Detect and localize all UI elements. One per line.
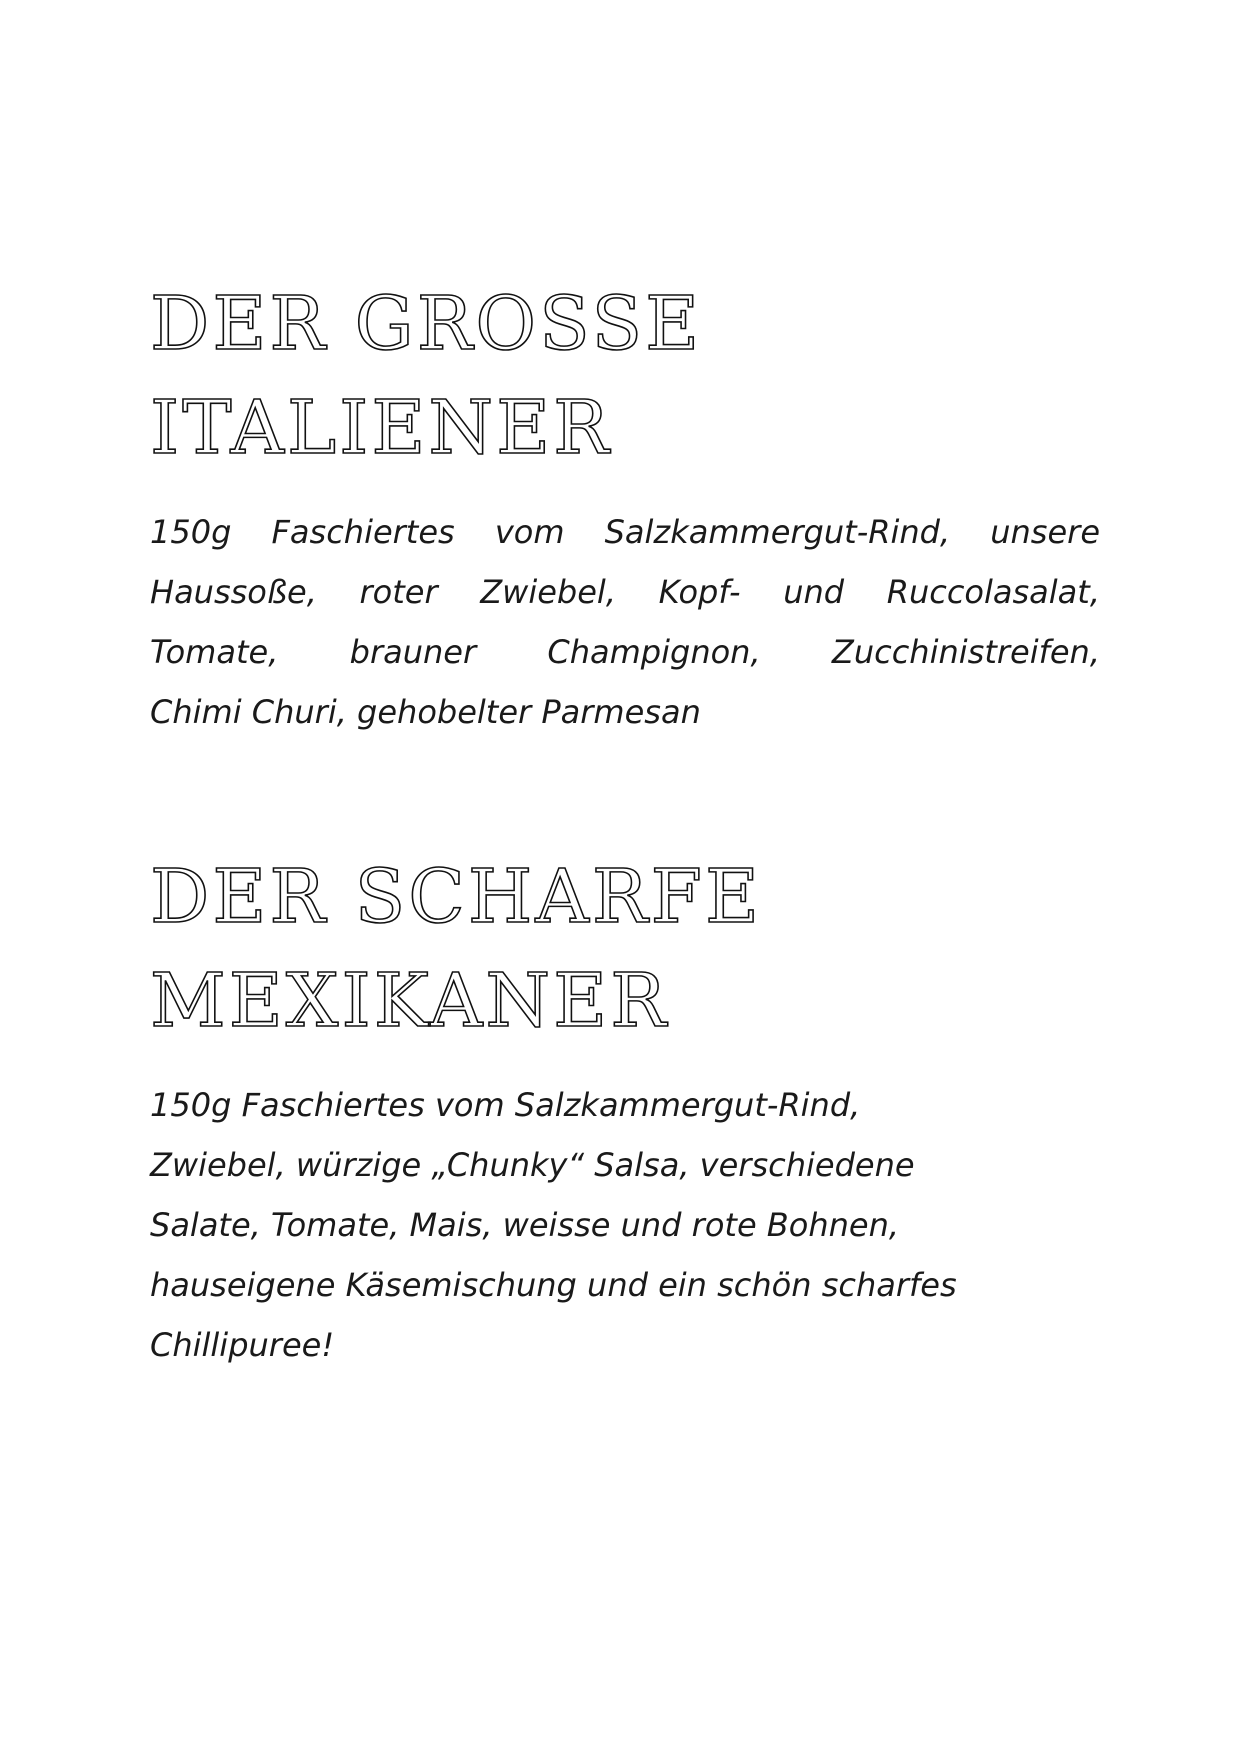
menu-item-description-line: Zwiebel, würzige „Chunky“ Salsa, verschiedene — [150, 1146, 915, 1184]
menu-item-description-line: Haussoße, roter Zwiebel, Kopf- und Ruccolasalat, — [150, 573, 1100, 611]
menu-item-scharfe-mexikaner — [150, 845, 1100, 1375]
menu-item-title-line: DER SCHARFE — [150, 854, 762, 940]
menu-item-description-line: Chimi Churi, gehobelter Parmesan — [150, 693, 701, 731]
menu-item-description — [150, 502, 1100, 742]
menu-item-description-line: Chillipuree! — [150, 1326, 335, 1364]
menu-item-title — [150, 845, 1100, 1053]
menu-item-title-line: ITALIENER — [150, 385, 612, 471]
menu-item-title — [150, 272, 1100, 480]
menu-item-description — [150, 1075, 1100, 1375]
menu-item-description-line: hauseigene Käsemischung und ein schön scharfes — [150, 1266, 957, 1304]
menu-item-grosse-italiener — [150, 272, 1100, 742]
menu-item-description-line: 150g Faschiertes vom Salzkammergut-Rind, unsere — [150, 513, 1100, 551]
menu-item-title-line: MEXIKANER — [150, 958, 669, 1044]
menu-item-title-line: DER GROSSE — [150, 281, 703, 367]
menu-item-description-line: 150g Faschiertes vom Salzkammergut-Rind, — [150, 1086, 861, 1124]
menu-item-description-line: Tomate, brauner Champignon, Zucchinistreifen, — [150, 633, 1100, 671]
menu-item-description-line: Salate, Tomate, Mais, weisse und rote Bohnen, — [150, 1206, 900, 1244]
